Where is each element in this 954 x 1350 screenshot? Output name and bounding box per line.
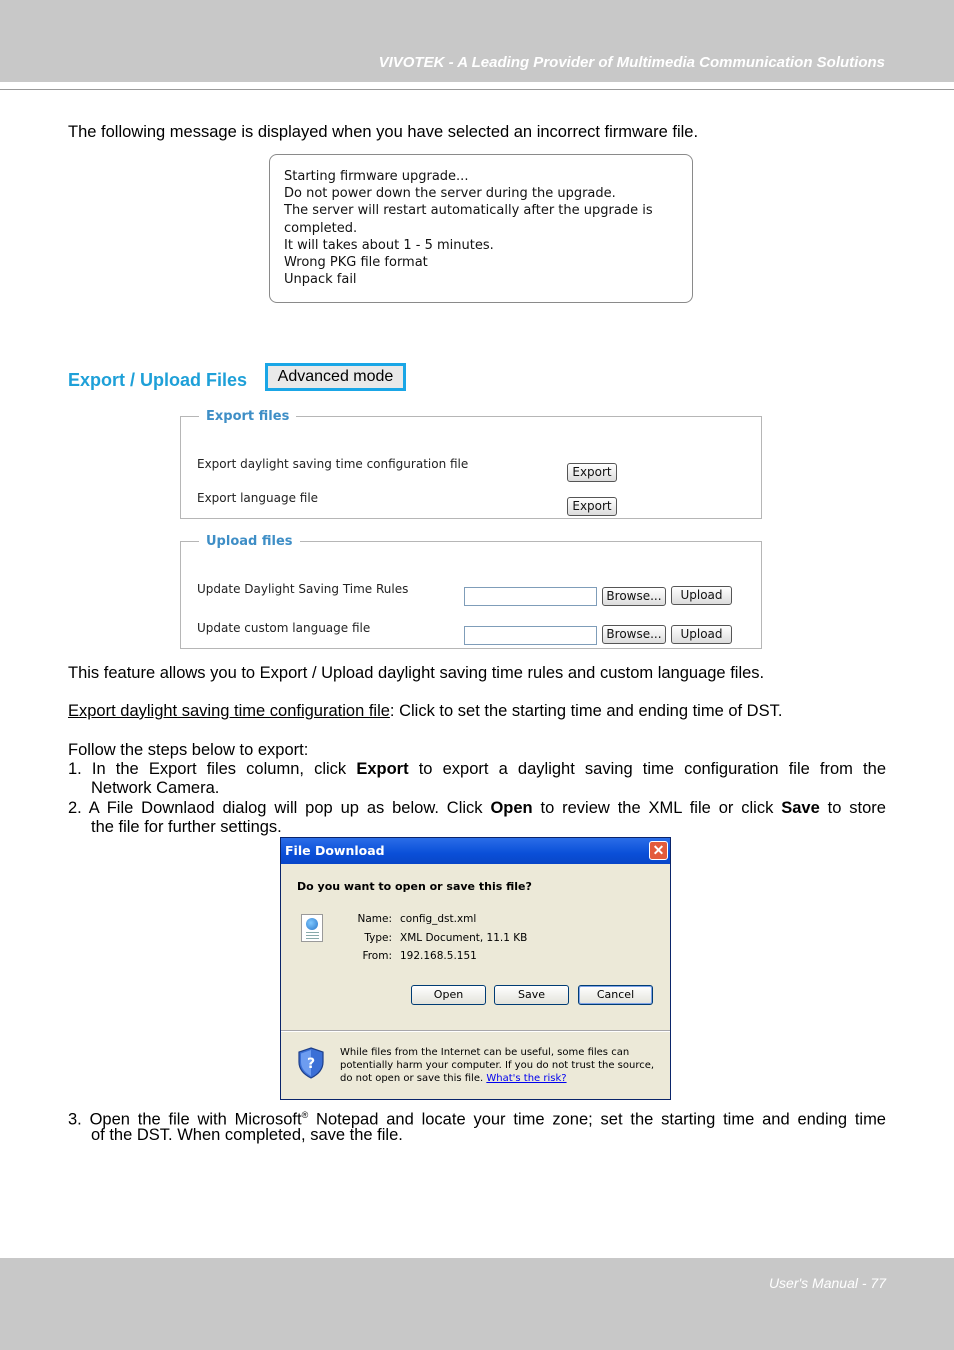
upload-language-button[interactable]: Upload [671, 625, 732, 644]
step-2-line-2: the file for further settings. [91, 818, 282, 836]
whats-the-risk-link[interactable]: What's the risk? [486, 1073, 567, 1084]
upload-dst-file-input[interactable] [464, 587, 597, 606]
export-language-button[interactable]: Export [567, 497, 617, 516]
open-button[interactable]: Open [411, 985, 486, 1005]
message-line: Starting firmware upgrade... [284, 169, 469, 184]
warning-text: While files from the Internet can be useful, some files can potentially harm your computer. If you do not trust the source, do not open or save this file. [340, 1047, 655, 1084]
xml-file-icon [301, 914, 323, 942]
dialog-titlebar [281, 838, 670, 864]
browse-language-button[interactable]: Browse... [602, 625, 666, 644]
from-value: 192.168.5.151 [400, 950, 477, 962]
step-3-line-2: of the DST. When completed, save the file. [91, 1126, 403, 1144]
step-1-line-2: Network Camera. [91, 779, 220, 797]
upload-files-group [180, 534, 762, 649]
firmware-message-box [269, 154, 693, 303]
file-download-dialog [280, 837, 671, 1100]
type-label: Type: [364, 932, 392, 944]
header-rule [0, 89, 954, 90]
security-shield-icon [297, 1047, 325, 1079]
dialog-question: Do you want to open or save this file? [297, 880, 532, 893]
export-dst-button[interactable]: Export [567, 463, 617, 482]
section-title: Export / Upload Files [68, 370, 248, 390]
cancel-button[interactable]: Cancel [578, 985, 653, 1005]
message-line: Do not power down the server during the upgrade. [284, 186, 616, 202]
advanced-mode-button[interactable]: Advanced mode [265, 363, 406, 391]
intro-text: The following message is displayed when you have selected an incorrect firmware file. [68, 123, 699, 141]
security-warning [340, 1046, 665, 1085]
upload-dst-button[interactable]: Upload [671, 586, 732, 605]
upload-dst-label: Update Daylight Saving Time Rules [197, 582, 409, 596]
save-button[interactable]: Save [494, 985, 569, 1005]
message-line: Unpack fail [284, 272, 357, 288]
dialog-title: File Download [285, 843, 385, 858]
browse-dst-button[interactable]: Browse... [602, 587, 666, 606]
step-3-line-1: 3. Open the file with Microsoft® Notepad and locate your time zone; set the starting time and ending time [68, 1110, 886, 1129]
close-icon[interactable]: ✕ [649, 841, 668, 860]
header-title: VIVOTEK - A Leading Provider of Multimedia Communication Solutions [378, 54, 885, 71]
step-1-line-1: 1. In the Export files column, click Export to export a daylight saving time configuration file from the [68, 760, 886, 778]
step-2-line-1: 2. A File Downlaod dialog will pop up as below. Click Open to review the XML file or click Save to store [68, 799, 886, 817]
svg-text:?: ? [306, 1056, 316, 1072]
from-label: From: [362, 950, 392, 962]
name-value: config_dst.xml [400, 913, 477, 925]
export-files-legend: Export files [206, 409, 290, 424]
message-line: The server will restart automatically after the upgrade is [284, 203, 653, 219]
export-dst-label: Export daylight saving time configuration file [197, 457, 469, 471]
message-line: It will takes about 1 - 5 minutes. [284, 237, 494, 253]
export-files-group [180, 409, 762, 519]
export-language-label: Export language file [197, 491, 319, 505]
export-desc-paragraph [68, 702, 782, 721]
export-desc-text: : Click to set the starting time and ending time of DST. [389, 702, 783, 720]
feature-text: This feature allows you to Export / Upload daylight saving time rules and custom language files. [68, 664, 765, 682]
upload-files-legend: Upload files [206, 534, 293, 549]
page-footer [0, 1258, 954, 1350]
message-line: completed. [284, 220, 358, 236]
steps-intro: Follow the steps below to export: [68, 741, 309, 759]
page-number: User's Manual - 77 [768, 1275, 886, 1291]
page-header [0, 0, 954, 82]
upload-language-file-input[interactable] [464, 626, 597, 645]
type-value: XML Document, 11.1 KB [400, 932, 528, 944]
export-dst-link-text: Export daylight saving time configuration file [68, 702, 390, 720]
upload-language-label: Update custom language file [197, 621, 371, 635]
name-label: Name: [357, 913, 392, 925]
message-line: Wrong PKG file format [284, 255, 428, 271]
